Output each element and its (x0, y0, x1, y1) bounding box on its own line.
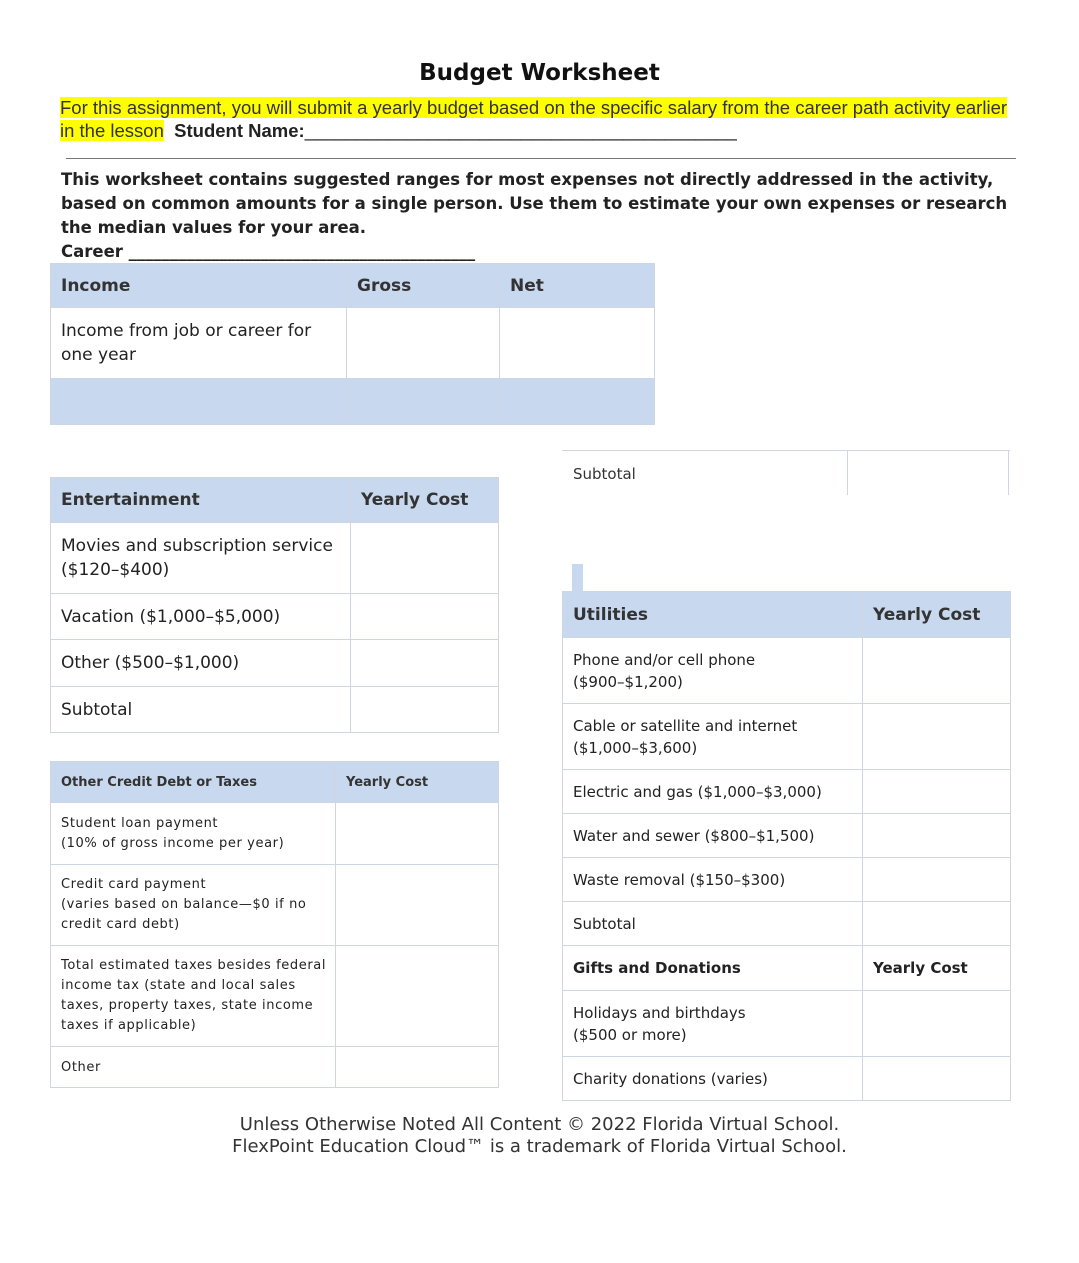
entertainment-row: Movies and subscription service ($120–$400) (51, 523, 351, 594)
subtotal-fragment (562, 450, 1010, 495)
cost-input-cell[interactable] (351, 523, 499, 594)
gift-row (563, 991, 863, 1057)
credit-row-label: Student loan payment (61, 815, 219, 831)
cost-input-cell[interactable] (863, 638, 1011, 704)
entertainment-row: Other ($500–$1,000) (51, 640, 351, 687)
worksheet-description (61, 168, 1021, 264)
description-text: This worksheet contains suggested ranges for most expenses not directly addressed in the activity, based on common amounts for a single person. Use them to estimate your own expenses or research the median values for your area. (61, 170, 1008, 237)
cost-input-cell[interactable] (351, 687, 499, 733)
intro-highlight: For this assignment, you will submit a yearly budget based on the specific salary from the career path activity earlier in the lesson (60, 97, 1008, 141)
yearly-cost-header: Yearly Cost (863, 592, 1011, 638)
credit-row-label: Credit card payment (61, 877, 207, 892)
credit-debt-header: Other Credit Debt or Taxes (51, 762, 336, 803)
cost-input-cell[interactable] (336, 865, 499, 946)
gross-header: Gross (347, 264, 500, 308)
utilities-table (562, 591, 1011, 1101)
cost-input-cell[interactable] (336, 803, 499, 865)
credit-row: Other (51, 1047, 336, 1088)
cost-input-cell[interactable] (863, 1057, 1011, 1101)
cost-input-cell[interactable] (351, 594, 499, 640)
footer-trademark: FlexPoint Education Cloud™ is a trademark of Florida Virtual School. (232, 1136, 847, 1157)
net-header: Net (500, 264, 655, 308)
gifts-header: Gifts and Donations (563, 946, 863, 991)
entertainment-subtotal: Subtotal (51, 687, 351, 733)
credit-row: Total estimated taxes besides federal income tax (state and local sales taxes, property taxes, state income taxes if applicable) (51, 946, 336, 1047)
cost-input-cell[interactable] (351, 640, 499, 687)
credit-row (51, 865, 336, 946)
blue-marker (572, 564, 583, 592)
income-table (50, 263, 655, 425)
utility-row: Electric and gas ($1,000–$3,000) (563, 770, 863, 814)
cost-input-cell[interactable] (863, 991, 1011, 1057)
gift-row-label: Holidays and birthdays (573, 1003, 746, 1022)
gift-row-range: ($500 or more) (573, 1025, 687, 1044)
student-name-label: Student Name: (174, 120, 305, 141)
yearly-cost-header: Yearly Cost (351, 478, 499, 523)
divider (66, 158, 1016, 159)
utility-subtotal: Subtotal (563, 902, 863, 946)
entertainment-table (50, 477, 499, 733)
credit-row-note: (varies based on balance—$0 if no credit card debt) (61, 897, 307, 932)
utility-row-label: Cable or satellite and internet (573, 716, 798, 735)
cost-input-cell[interactable] (863, 902, 1011, 946)
cost-input-cell[interactable] (863, 814, 1011, 858)
credit-row (51, 803, 336, 865)
income-band-cell (51, 379, 347, 425)
net-input-cell[interactable] (500, 308, 655, 379)
cost-input-cell[interactable] (863, 770, 1011, 814)
utilities-header: Utilities (563, 592, 863, 638)
cost-input-cell[interactable] (863, 704, 1011, 770)
utility-row-range: ($900–$1,200) (573, 672, 683, 691)
career-label: Career (61, 242, 123, 261)
utility-row: Waste removal ($150–$300) (563, 858, 863, 902)
entertainment-header: Entertainment (51, 478, 351, 523)
cost-input-cell[interactable] (336, 1047, 499, 1088)
utility-row-label: Phone and/or cell phone (573, 650, 756, 669)
income-header: Income (51, 264, 347, 308)
cost-input-cell[interactable] (336, 946, 499, 1047)
credit-row-note: (10% of gross income per year) (61, 835, 285, 851)
gross-input-cell[interactable] (347, 308, 500, 379)
yearly-cost-header: Yearly Cost (336, 762, 499, 803)
student-name-blank[interactable]: __________________________________________ (304, 120, 737, 141)
yearly-cost-header: Yearly Cost (863, 946, 1011, 991)
cost-input-cell[interactable] (863, 858, 1011, 902)
utility-row-range: ($1,000–$3,600) (573, 738, 698, 757)
footer (0, 1114, 1079, 1158)
utility-row: Water and sewer ($800–$1,500) (563, 814, 863, 858)
utility-row (563, 704, 863, 770)
entertainment-row: Vacation ($1,000–$5,000) (51, 594, 351, 640)
career-blank[interactable]: __________________________________________ (128, 242, 476, 261)
credit-debt-table (50, 761, 499, 1088)
subtotal-label: Subtotal (573, 465, 636, 483)
intro-paragraph (60, 96, 1010, 142)
page-title: Budget Worksheet (419, 60, 660, 86)
footer-copyright: Unless Otherwise Noted All Content © 2022 Florida Virtual School. (239, 1114, 840, 1135)
utility-row (563, 638, 863, 704)
gift-row: Charity donations (varies) (563, 1057, 863, 1101)
income-row-label: Income from job or career for one year (51, 308, 347, 379)
